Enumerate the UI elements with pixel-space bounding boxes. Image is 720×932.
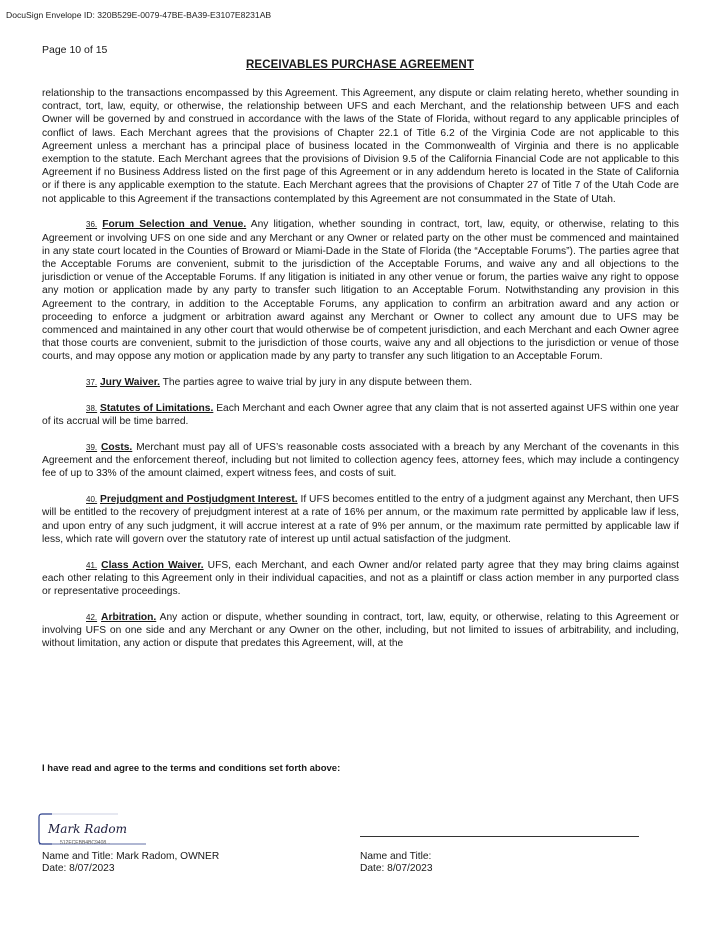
section-41 bbox=[42, 559, 679, 599]
section-body: Any action or dispute, whether sounding in contract, tort, law, equity, or otherwise, relating to this Agreement or involving UFS on one side and any Merchant or any Owner on the other, including, but not limited to issues of arbitrability, and including, without limitation, any action or dispute that predates this Agreement, will, at the bbox=[42, 611, 679, 650]
section-40 bbox=[42, 493, 679, 546]
section-heading: Jury Waiver. bbox=[99, 377, 160, 389]
section-42 bbox=[42, 611, 679, 651]
signer-left-block bbox=[42, 851, 219, 875]
section-body: Each Merchant and each Owner agree that any claim that is not asserted against UFS within one year of its accrual will be time barred. bbox=[42, 403, 679, 428]
page-number: Page 10 of 15 bbox=[42, 44, 108, 56]
section-heading: Class Action Waiver. bbox=[101, 559, 204, 571]
section-39 bbox=[42, 441, 679, 481]
section-heading: Forum Selection and Venue. bbox=[102, 219, 247, 231]
document-title: RECEIVABLES PURCHASE AGREEMENT bbox=[246, 59, 474, 71]
section-heading: Statutes of Limitations. bbox=[99, 403, 214, 415]
section-38 bbox=[42, 402, 679, 428]
section-number: 38. bbox=[86, 404, 98, 414]
section-number: 39. bbox=[86, 443, 98, 453]
section-number: 37. bbox=[86, 378, 98, 388]
section-36 bbox=[42, 218, 679, 363]
section-heading: Arbitration. bbox=[101, 611, 157, 623]
section-heading: Prejudgment and Postjudgment Interest. bbox=[99, 494, 298, 506]
signer-right-date: Date: 8/07/2023 bbox=[360, 863, 433, 874]
section-body: Any litigation, whether sounding in contract, tort, law, equity, or otherwise, relating to this Agreement or involving UFS on one side and any Merchant or any Owner or related party on the other must be commenced and maintained in any state court located in the Counties of Broward or Miami-Dade in the State of Florida (the “Acceptable Forums”). The parties agree that the Acceptable Forums are convenient, submit to the jurisdiction of the Acceptable Forums, and waive any and all objections to the jurisdiction or venue of the Acceptable Forums. If any litigation is initiated in any other venue or forum, the parties waive any right to oppose any motion or application made by any party to transfer such litigation to an Acceptable Forum. Notwithstanding any provision in this Agreement to the contrary, in addition to the Acceptable Forums, any application to confirm an arbitration award and any action or proceeding to enforce a judgment or arbitration award against any Merchant or Owner to collect any amount due to UFS may be commenced and maintained in any other court that would otherwise be of competent jurisdiction, and each Merchant and each Owner agree that those courts are convenient, submit to the jurisdiction of those courts, waive any and all objections to the jurisdiction or venue of those courts, and may oppose any motion or application made by any party to transfer any such litigation to an Acceptable Forum. bbox=[42, 219, 680, 363]
signer-right-block bbox=[360, 851, 433, 875]
signer-left-date: Date: 8/07/2023 bbox=[42, 863, 115, 874]
signer-right-name-title: Name and Title: bbox=[360, 851, 432, 862]
section-37 bbox=[42, 376, 679, 389]
section-body: Merchant must pay all of UFS’s reasonable costs associated with a breach by any Merchant of the covenants in this Agreement and the enforcement thereof, including but not limited to collection agency fees, attorney fees, which may include a contingency fee of up to 33% of the amount claimed, expert witness fees, and costs of suit. bbox=[42, 442, 679, 480]
acknowledgement-line: I have read and agree to the terms and conditions set forth above: bbox=[42, 763, 341, 774]
section-heading: Costs. bbox=[100, 442, 133, 454]
signature-envelope-ref: 512ECEBB4BC9408... bbox=[60, 840, 111, 846]
section-number: 42. bbox=[86, 612, 98, 622]
intro-paragraph: relationship to the transactions encompassed by this Agreement. This Agreement, any dispute or claim relating hereto, whether sounding in contract, tort, law, equity, or otherwise, the relationship between UFS and each Merchant, and the relationship between UFS and each Owner will be governed by and construed in accordance with the laws of the State of Florida, without regard to any applicable principles of conflict of laws. Each Merchant agrees that the provisions of Chapter 22.1 of Title 6.2 of the Virginia Code are not applicable to this Agreement unless a merchant has a principal place of business located in the Commonwealth of Virginia and there is no applicable exemption to the statute. Each Merchant agrees that the provisions of Division 9.5 of the California Financial Code are not applicable to this Agreement if no Business Address listed on the first page of this Agreement or in any addendum hereto is located in the State of California or if there is any applicable exemption to the statute. Each Merchant agrees that the provisions of Chapter 27 of Title 7 of the Utah Code are not applicable to this Agreement if the transactions contemplated by this Agreement are not consummated in the State of Utah. bbox=[42, 88, 679, 205]
envelope-id: DocuSign Envelope ID: 320B529E-0079-47BE-BA39-E3107E8231AB bbox=[6, 10, 272, 20]
section-number: 36. bbox=[86, 220, 98, 230]
section-body: The parties agree to waive trial by jury in any dispute between them. bbox=[162, 377, 473, 389]
section-body: If UFS becomes entitled to the entry of a judgment against any Merchant, then UFS will be entitled to the recovery of prejudgment interest at a rate of 16% per annum, or the maximum rate permitted by applicable law if less, and upon entry of any such judgment, it will accrue interest at a rate of 9% per annum, or the maximum rate permitted by applicable law if less, which rate will govern over the statutory rate of interest up until actual satisfaction of the judgment. bbox=[42, 494, 679, 545]
section-number: 41. bbox=[86, 560, 98, 570]
signer-left-name-title: Name and Title: Mark Radom, OWNER bbox=[42, 851, 220, 862]
handwritten-signature: Mark Radom bbox=[48, 822, 128, 836]
section-number: 40. bbox=[86, 495, 98, 505]
agreement-body bbox=[42, 87, 679, 663]
section-body: UFS, each Merchant, and each Owner and/or related party agree that they may bring claims against each other relating to this Agreement only in their individual capacities, and not as a plaintiff or class action member in any purported class or representative proceedings. bbox=[42, 559, 679, 598]
signature-line-right bbox=[360, 836, 639, 837]
